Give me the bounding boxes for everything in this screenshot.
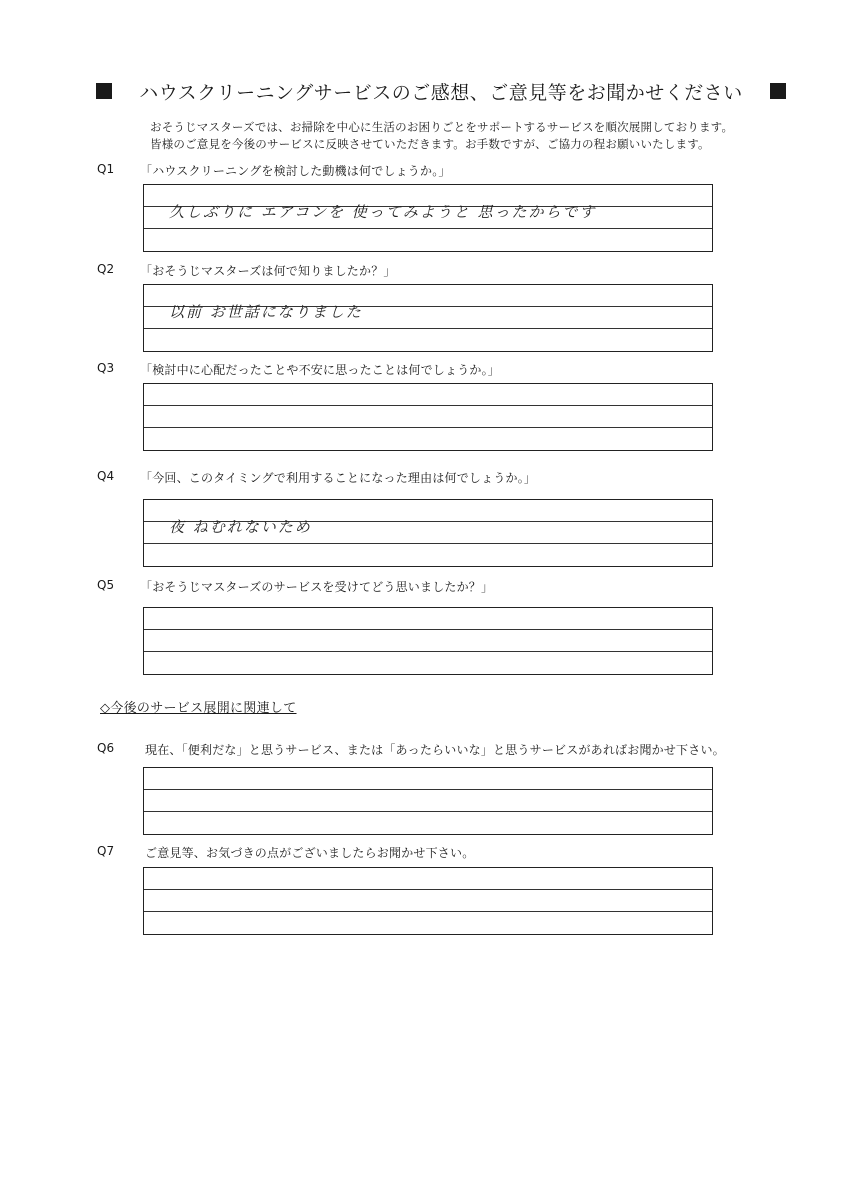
black-square-icon: [96, 83, 112, 99]
answer-box-q7[interactable]: [143, 867, 713, 935]
question-number: Q3: [97, 361, 115, 375]
question-text: 「検討中に心配だったことや不安に思ったことは何でしょうか。」: [140, 363, 501, 377]
intro-line-2: 皆様のご意見を今後のサービスに反映させていただきます。お手数ですが、ご協力の程お願いいたします。: [150, 137, 710, 151]
answer-box-q5[interactable]: [143, 607, 713, 675]
answer-box-q2[interactable]: [143, 284, 713, 352]
answer-box-q4[interactable]: [143, 499, 713, 567]
section-heading: ◇今後のサービス展開に関連して: [100, 701, 297, 716]
question-number: Q7: [97, 844, 115, 858]
answer-box-q1[interactable]: [143, 184, 713, 252]
intro-text: [150, 119, 770, 153]
question-text: 「ハウスクリーニングを検討した動機は何でしょうか。」: [140, 164, 451, 178]
question-text: 現在、「便利だな」と思うサービス、または「あったらいいな」と思うサービスがあればお聞かせ下さい。: [145, 743, 725, 757]
intro-line-1: おそうじマスターズでは、お掃除を中心に生活のお困りごとをサポートするサービスを順次展開しております。: [150, 120, 734, 134]
question-number: Q5: [97, 578, 115, 592]
handwritten-answer: 以前 お世話になりました: [169, 303, 363, 321]
question-number: Q4: [97, 469, 115, 483]
survey-title: [96, 76, 786, 106]
question-text: ご意見等、お気づきの点がございましたらお聞かせ下さい。: [145, 846, 475, 860]
question-number: Q2: [97, 262, 115, 276]
question-text: 「おそうじマスターズのサービスを受けてどう思いましたか？」: [140, 580, 494, 594]
question-text: 「今回、このタイミングで利用することになった理由は何でしょうか。」: [140, 471, 537, 485]
survey-title-text: ハウスクリーニングサービスのご感想、ご意見等をお聞かせください: [139, 81, 743, 104]
question-number: Q1: [97, 162, 115, 176]
handwritten-answer: 久しぶりに エアコンを 使ってみようと 思ったからです: [169, 203, 597, 221]
answer-box-q6[interactable]: [143, 767, 713, 835]
handwritten-answer: 夜 ねむれないため: [169, 518, 312, 536]
question-text: 「おそうじマスターズは何で知りましたか？」: [140, 264, 396, 278]
black-square-icon: [770, 83, 786, 99]
answer-box-q3[interactable]: [143, 383, 713, 451]
question-number: Q6: [97, 741, 115, 755]
